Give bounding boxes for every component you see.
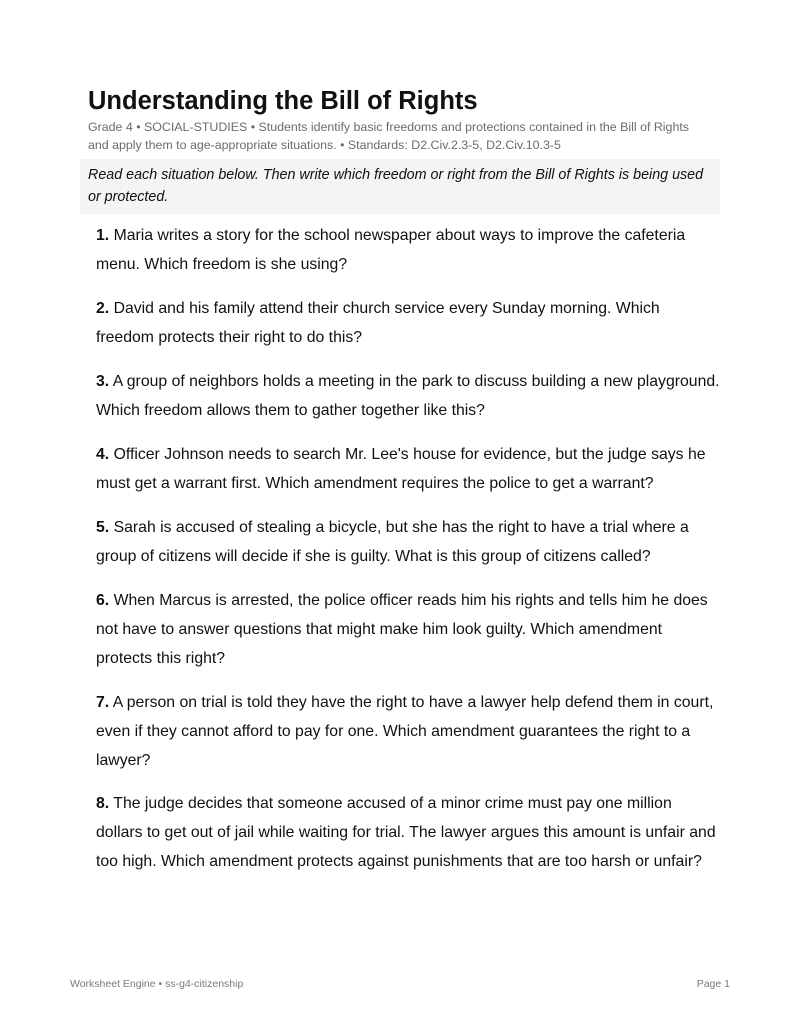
question-number: 6. [96, 592, 110, 609]
page-title: Understanding the Bill of Rights [88, 87, 478, 115]
question-number: 2. [96, 300, 110, 317]
question-item [96, 789, 720, 876]
question-item [96, 367, 720, 425]
instructions-box: Read each situation below. Then write which freedom or right from the Bill of Rights is being used or protected. [80, 159, 720, 214]
question-item [96, 513, 720, 571]
footer-source: Worksheet Engine • ss-g4-citizenship [70, 978, 244, 990]
question-text: When Marcus is arrested, the police officer reads him his rights and tells him he does not have to answer questions that might make him look guilty. Which amendment protects this right? [96, 592, 708, 667]
question-text: A person on trial is told they have the right to have a lawyer help defend them in court, even if they cannot afford to pay for one. Which amendment guarantees the right to a lawyer? [96, 694, 714, 769]
question-item [96, 440, 720, 498]
question-text: The judge decides that someone accused of a minor crime must pay one million dollars to get out of jail while waiting for trial. The lawyer argues this amount is unfair and too high. Which amendment protects against punishments that are too harsh or unfair? [96, 795, 716, 870]
question-text: Sarah is accused of stealing a bicycle, but she has the right to have a trial where a group of citizens will decide if she is guilty. What is this group of citizens called? [96, 519, 689, 565]
worksheet-subtitle: Grade 4 • SOCIAL-STUDIES • Students identify basic freedoms and protections contained in the Bill of Rights and apply them to age-appropriate situations. • Standards: D2.Civ.2.3-5, D2.Civ.10.3-5 [88, 120, 689, 152]
question-text: A group of neighbors holds a meeting in the park to discuss building a new playground. Which freedom allows them to gather together like this? [96, 373, 720, 419]
question-text: David and his family attend their church service every Sunday morning. Which freedom protects their right to do this? [96, 300, 660, 346]
question-item [96, 221, 720, 279]
question-item [96, 294, 720, 352]
question-number: 1. [96, 227, 110, 244]
question-item [96, 688, 720, 775]
question-text: Officer Johnson needs to search Mr. Lee's house for evidence, but the judge says he must get a warrant first. Which amendment requires the police to get a warrant? [96, 446, 706, 492]
question-number: 7. [96, 694, 110, 711]
question-text: Maria writes a story for the school newspaper about ways to improve the cafeteria menu. Which freedom is she using? [96, 227, 686, 273]
question-number: 8. [96, 795, 110, 812]
question-number: 5. [96, 519, 110, 536]
question-number: 3. [96, 373, 110, 390]
question-item [96, 586, 720, 673]
question-number: 4. [96, 446, 110, 463]
page-number: Page 1 [696, 978, 730, 990]
